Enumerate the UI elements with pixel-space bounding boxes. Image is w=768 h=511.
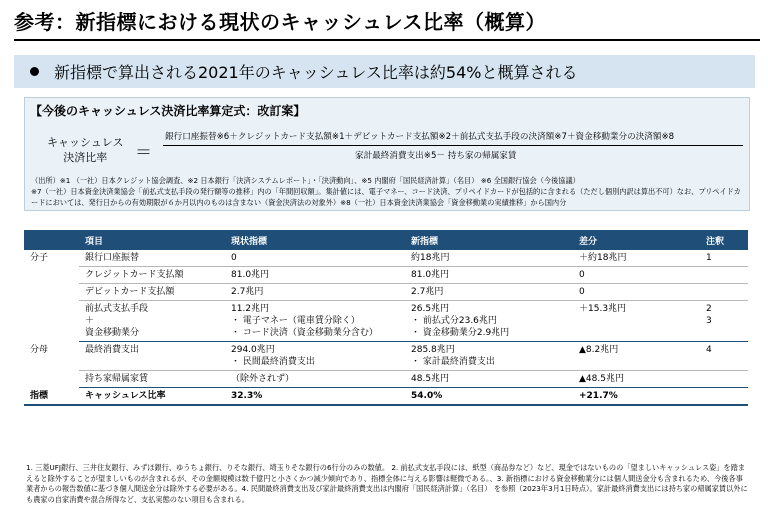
row-new: 81.0兆円 (405, 267, 573, 284)
row-current-sub: ・ コード決済（資金移動業分含む） (231, 328, 378, 338)
row-new: 48.5兆円 (405, 371, 573, 388)
row-diff: ▲48.5兆円 (573, 371, 700, 388)
row-diff: 0 (573, 284, 700, 301)
group-label: 指標 (24, 388, 79, 406)
header-group (24, 230, 79, 250)
row-current-sub: ・ 民間最終消費支出 (231, 357, 315, 367)
row-new (405, 301, 573, 342)
table-row (24, 267, 748, 284)
row-diff: ＋約18兆円 (573, 250, 700, 267)
row-item: 持ち家帰属家賃 (79, 371, 225, 388)
table-row (24, 342, 748, 371)
formula-box (24, 97, 750, 211)
row-new: 約18兆円 (405, 250, 573, 267)
formula-denominator: 家計最終消費支出※5－ 持ち家の帰属家賃 (355, 151, 517, 161)
formula-lhs-line1: キャッシュレス (47, 136, 124, 149)
row-current (225, 301, 405, 342)
summary-banner (14, 55, 755, 88)
row-diff: ＋15.3兆円 (573, 301, 700, 342)
row-new-sub: ・ 家計最終消費支出 (411, 357, 495, 367)
row-new-main: 26.5兆円 (411, 304, 450, 314)
sources-rest: ※7（一社）日本資金決済業協会「前払式支払手段の発行額等の推移」内の「年間回収額」。集計値には、電子マネー、コード決済、プリペイドカードが包括的に含まれる（ただし個別内訳は算出不可）なお、プリペイドカードにおいては、発行日からの有効期限が６か月以内のものは含まない（資金決済法の対象外）※8（一社）日本資金決済業協会「資金移動業の実績推移」から国内分 (31, 187, 741, 207)
formula-lhs (47, 135, 123, 165)
row-new-sub: ・ 資金移動業分2.9兆円 (411, 328, 510, 338)
row-diff: ▲8.2兆円 (573, 342, 700, 371)
formula-equals: ＝ (135, 143, 152, 163)
row-item: 最終消費支出 (79, 342, 225, 371)
row-current-main: 11.2兆円 (231, 304, 270, 314)
table-row (24, 284, 748, 301)
row-current: 2.7兆円 (225, 284, 405, 301)
formula-heading: 【今後のキャッシュレス決済比率算定式：改訂案】 (30, 104, 306, 118)
bullet-icon (30, 67, 39, 76)
group-label (24, 371, 79, 388)
summary-text: 新指標で算出される2021年のキャッシュレス比率は約54%と概算される (54, 63, 578, 82)
table-row (24, 250, 748, 267)
row-item-sub: ＋ (85, 316, 95, 326)
row-new-main: 285.8兆円 (411, 345, 455, 355)
formula-sources (31, 175, 745, 208)
header-diff: 差分 (573, 230, 700, 250)
row-current-sub: ・ 電子マネー（電車賃分除く） (231, 316, 360, 326)
row-new (405, 342, 573, 371)
group-label (24, 267, 79, 284)
group-label: 分母 (30, 344, 49, 355)
row-note (700, 371, 748, 388)
row-current: 32.3% (225, 388, 405, 406)
table-row (24, 301, 748, 342)
row-current (225, 342, 405, 371)
row-item-sub: 資金移動業分 (85, 328, 140, 338)
sources-line1: （出所）※1 （一社）日本クレジット協会調査、※2 日本銀行「決済システムレポート」・「決済動向」、※5 内閣府「国民経済計算」（名目） ※6 全国銀行協会（今後協議） (31, 176, 580, 185)
row-note (700, 267, 748, 284)
formula-numerator: 銀行口座振替※6＋クレジットカード支払額※1＋デビットカード支払額※2＋前払式支払手段の決済額※7＋資金移動業分の決済額※8 (165, 132, 675, 142)
fraction-bar (163, 145, 743, 146)
group-label: 分子 (30, 253, 49, 263)
group-label (24, 301, 79, 342)
header-note: 注釈 (700, 230, 748, 250)
row-diff: 0 (573, 267, 700, 284)
row-current-main: 294.0兆円 (231, 345, 275, 355)
row-item-main: 前払式支払手段 (85, 304, 149, 314)
row-item: 銀行口座振替 (79, 250, 225, 267)
formula-lhs-line2: 決済比率 (63, 151, 108, 164)
row-item: キャッシュレス比率 (79, 388, 225, 406)
header-current: 現状指標 (225, 230, 405, 250)
row-new-sub: ・ 前払式分23.6兆円 (411, 316, 497, 326)
header-item: 項目 (79, 230, 225, 250)
table-row-total (24, 388, 748, 406)
table-header-row (24, 230, 748, 250)
header-new: 新指標 (405, 230, 573, 250)
row-new: 2.7兆円 (405, 284, 573, 301)
row-note-sub: 3 (706, 316, 712, 326)
row-item (79, 301, 225, 342)
row-current: 81.0兆円 (225, 267, 405, 284)
table-row (24, 371, 748, 388)
title-divider (14, 39, 760, 41)
group-label (24, 284, 79, 301)
row-note (700, 301, 748, 342)
row-current: 0 (225, 250, 405, 267)
row-item: デビットカード支払額 (79, 284, 225, 301)
row-note: 1 (700, 250, 748, 267)
row-note: 4 (700, 342, 748, 371)
row-note (700, 388, 748, 406)
footnotes: 1. 三菱UFJ銀行、三井住友銀行、みずほ銀行、ゆうちょ銀行、りそな銀行、埼玉りそな銀行の6行分のみの数値。 2. 前払式支払手段には、紙型（商品券など）など、現金ではないものの「望ましいキャッシュレス姿」を踏まえると除外することが望ましいものが含まれるが、その金額規模は数千億円と小さくかつ減少傾向であり、指標全体に与える影響は軽微である。、3. 新指標における資金移動業分には個人間送金分も含まれるため、今後各事業者からの報告数値に基づき個人間送金分は除外する必要がある。4. 民間最終消費支出及び家計最終消費支出は内閣府「国民経済計算」（名目） を参照（2023年3月1日時点）。家計最終消費支出には持ち家の帰属家賃以外にも農家の自家消費や混合所得など、支払実態のない項目も含まれる。 (26, 463, 748, 504)
row-item: クレジットカード支払額 (79, 267, 225, 284)
row-current: （除外されず） (225, 371, 405, 388)
page-title: 参考：新指標における現状のキャッシュレス比率（概算） (14, 10, 546, 34)
row-diff: +21.7% (573, 388, 700, 406)
row-note-main: 2 (706, 304, 712, 314)
comparison-table (24, 230, 748, 406)
row-new: 54.0% (405, 388, 573, 406)
row-note (700, 284, 748, 301)
